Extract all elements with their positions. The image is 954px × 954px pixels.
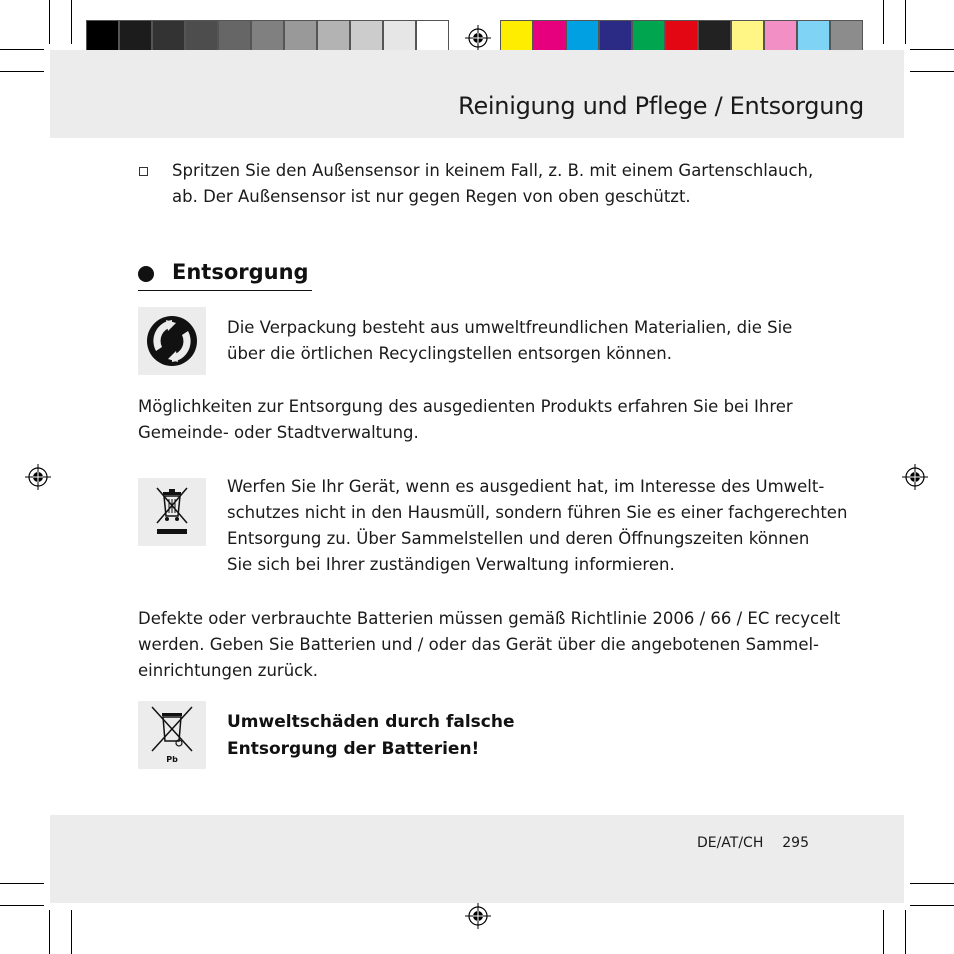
color-swatch bbox=[251, 20, 284, 53]
color-swatch bbox=[599, 20, 632, 53]
battery-text-line-2: werden. Geben Sie Batterien und / oder das Gerät über die angebotenen Sammel- bbox=[138, 635, 820, 654]
color-swatch bbox=[632, 20, 665, 53]
color-swatch bbox=[317, 20, 350, 53]
color-swatch bbox=[350, 20, 383, 53]
crop-mark bbox=[71, 910, 72, 954]
color-swatch bbox=[665, 20, 698, 53]
color-swatch bbox=[86, 20, 119, 53]
crop-mark bbox=[0, 71, 44, 72]
weee-text-line-4: Sie sich bei Ihrer zuständigen Verwaltung informieren. bbox=[227, 555, 675, 574]
footer-band bbox=[50, 815, 904, 903]
crop-mark bbox=[910, 49, 954, 50]
page-title: Reinigung und Pflege / Entsorgung bbox=[458, 92, 864, 120]
color-swatch bbox=[416, 20, 449, 53]
cleaning-instruction-line-2: ab. Der Außensensor ist nur gegen Regen von oben geschützt. bbox=[172, 187, 691, 206]
disposal-options-line-2: Gemeinde- oder Stadtverwaltung. bbox=[138, 423, 419, 442]
color-swatch bbox=[185, 20, 218, 53]
color-swatch bbox=[152, 20, 185, 53]
page-number: 295 bbox=[782, 835, 809, 851]
crop-mark bbox=[883, 910, 884, 954]
crop-mark bbox=[910, 905, 954, 906]
crop-mark bbox=[71, 0, 72, 44]
color-swatch bbox=[383, 20, 416, 53]
disposal-options-line-1: Möglichkeiten zur Entsorgung des ausgedienten Produkts erfahren Sie bei Ihrer bbox=[138, 397, 793, 416]
registration-mark-icon bbox=[25, 464, 51, 490]
crop-mark bbox=[0, 883, 44, 884]
bullet-square-icon bbox=[139, 167, 148, 176]
color-swatch bbox=[830, 20, 863, 53]
weee-text-line-1: Werfen Sie Ihr Gerät, wenn es ausgedient hat, im Interesse des Umwelt- bbox=[227, 477, 825, 496]
section-underline bbox=[138, 290, 312, 291]
color-swatch bbox=[566, 20, 599, 53]
footer-locale: DE/AT/CH bbox=[696, 835, 764, 851]
color-swatch bbox=[731, 20, 764, 53]
battery-text-line-3: einrichtungen zurück. bbox=[138, 661, 319, 680]
crossed-bin-icon bbox=[138, 478, 206, 546]
registration-mark-icon bbox=[465, 25, 491, 51]
cleaning-instruction-line-1: Spritzen Sie den Außensensor in keinem Fall, z. B. mit einem Gartenschlauch, bbox=[172, 161, 814, 180]
weee-text-line-3: Entsorgung zu. Über Sammelstellen und deren Öffnungszeiten können bbox=[227, 529, 810, 548]
footer-page-info bbox=[697, 835, 809, 851]
color-swatch bbox=[533, 20, 566, 53]
crop-mark bbox=[49, 910, 50, 954]
battery-warning-line-1: Umweltschäden durch falsche bbox=[227, 712, 515, 732]
green-dot-recycling-icon bbox=[138, 307, 206, 375]
battery-warning-line-2: Entsorgung der Batterien! bbox=[227, 739, 480, 759]
color-swatch bbox=[698, 20, 731, 53]
color-swatch bbox=[119, 20, 152, 53]
weee-text-line-2: schutzes nicht in den Hausmüll, sondern führen Sie es einer fachgerechten bbox=[227, 503, 848, 522]
packaging-text-line-2: über die örtlichen Recyclingstellen entsorgen können. bbox=[227, 344, 673, 363]
color-calibration-bar bbox=[500, 20, 863, 54]
crop-mark bbox=[0, 905, 44, 906]
color-swatch bbox=[764, 20, 797, 53]
section-bullet-icon bbox=[138, 266, 154, 282]
crop-mark bbox=[883, 0, 884, 44]
crop-mark bbox=[905, 910, 906, 954]
packaging-text-line-1: Die Verpackung besteht aus umweltfreundlichen Materialien, die Sie bbox=[227, 318, 793, 337]
color-swatch bbox=[797, 20, 830, 53]
color-swatch bbox=[500, 20, 533, 53]
crop-mark bbox=[49, 0, 50, 44]
battery-text-line-1: Defekte oder verbrauchte Batterien müssen gemäß Richtlinie 2006 / 66 / EC recycelt bbox=[138, 609, 841, 628]
color-swatch bbox=[218, 20, 251, 53]
crop-mark bbox=[910, 883, 954, 884]
registration-mark-icon bbox=[465, 903, 491, 929]
grayscale-calibration-bar bbox=[86, 20, 449, 54]
crop-mark bbox=[0, 49, 44, 50]
color-swatch bbox=[284, 20, 317, 53]
section-heading: Entsorgung bbox=[172, 260, 309, 284]
battery-disposal-icon bbox=[138, 701, 206, 769]
crop-mark bbox=[905, 0, 906, 44]
lead-symbol-label: Pb bbox=[166, 755, 178, 764]
registration-mark-icon bbox=[902, 464, 928, 490]
crop-mark bbox=[910, 71, 954, 72]
